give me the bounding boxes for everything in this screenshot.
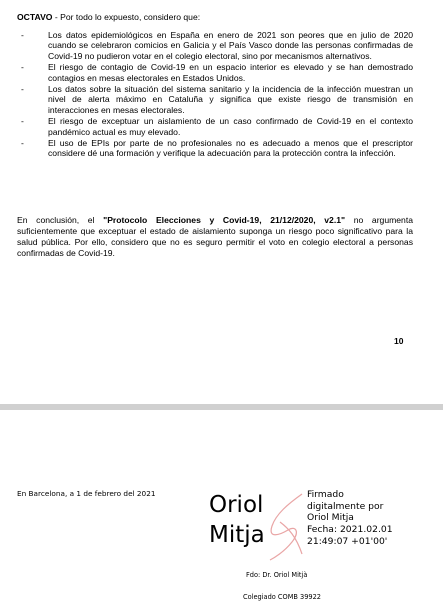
signature-detail-line: 21:49:07 +01'00' xyxy=(307,535,388,547)
section-label: OCTAVO xyxy=(17,12,53,22)
conclusion-text-before: En conclusión, el xyxy=(17,215,104,225)
list-item xyxy=(15,62,413,83)
bullet-dash: - xyxy=(21,84,24,95)
signed-by-line: Fdo: Dr. Oriol Mitjà xyxy=(246,571,308,579)
bullet-dash: - xyxy=(21,138,24,149)
protocol-title: "Protocolo Elecciones y Covid-19, 21/12/2020, v2.1" xyxy=(103,215,346,225)
section-intro: - Por todo lo expuesto, considero que: xyxy=(52,12,201,22)
list-item-text: Los datos epidemiológicos en España en enero de 2021 son peores que en julio de 2020 cuando se celebraron comicios en Galicia y el País Vasco donde las personas confirmadas de Covid-19 no pudieron votar en el colegio electoral, sino por mecanismos alternativos. xyxy=(48,30,413,61)
signature-stroke-icon xyxy=(266,492,308,562)
signer-name-large xyxy=(209,490,265,550)
digital-signature-details xyxy=(307,489,393,548)
signature-detail-line: Oriol Mitja xyxy=(307,512,354,524)
signature-detail-line: digitalmente por xyxy=(307,500,384,512)
conclusion-points-list xyxy=(15,30,413,160)
conclusion-text-after: no argumenta suficientemente que exceptuar el estado de aislamiento suponga un riesgo poco significativo para la salud pública. Por ello, considero que no es seguro permitir el voto en colegio electoral a personas confirmadas de Covid-19. xyxy=(17,215,414,258)
bullet-dash: - xyxy=(21,116,24,127)
bullet-dash: - xyxy=(21,30,24,40)
section-heading xyxy=(17,12,427,23)
list-item-text: Los datos sobre la situación del sistema sanitario y la incidencia de la infección muestran un nivel de alerta máximo en Cataluña y significa que existe riesgo de transmisión en interacciones en mesas electorales. xyxy=(48,84,413,115)
registration-number: Colegiado COMB 39922 xyxy=(243,593,321,601)
list-item xyxy=(15,138,413,159)
list-item xyxy=(15,30,413,61)
list-item-text: El riesgo de contagio de Covid-19 en un espacio interior es elevado y se han demostrado contagios en mesas electorales en Estados Unidos. xyxy=(48,62,413,83)
signature-detail-line: Fecha: 2021.02.01 xyxy=(307,524,393,536)
list-item xyxy=(15,116,413,137)
signature-detail-line: Firmado xyxy=(307,489,344,500)
conclusion-paragraph xyxy=(17,215,413,259)
bullet-dash: - xyxy=(21,62,24,73)
signer-last-name: Mitja xyxy=(209,522,265,548)
signer-first-name: Oriol xyxy=(209,492,264,518)
page-number: 10 xyxy=(394,336,404,346)
list-item-text: El uso de EPIs por parte de no profesionales no es adecuado a menos que el prescriptor considere dé una formación y verifique la adecuación para la protección contra la infección. xyxy=(48,138,413,159)
list-item xyxy=(15,84,413,115)
place-and-date: En Barcelona, a 1 de febrero del 2021 xyxy=(17,489,156,498)
list-item-text: El riesgo de exceptuar un aislamiento de un caso confirmado de Covid-19 en el contexto pandémico actual es muy elevado. xyxy=(48,116,413,137)
